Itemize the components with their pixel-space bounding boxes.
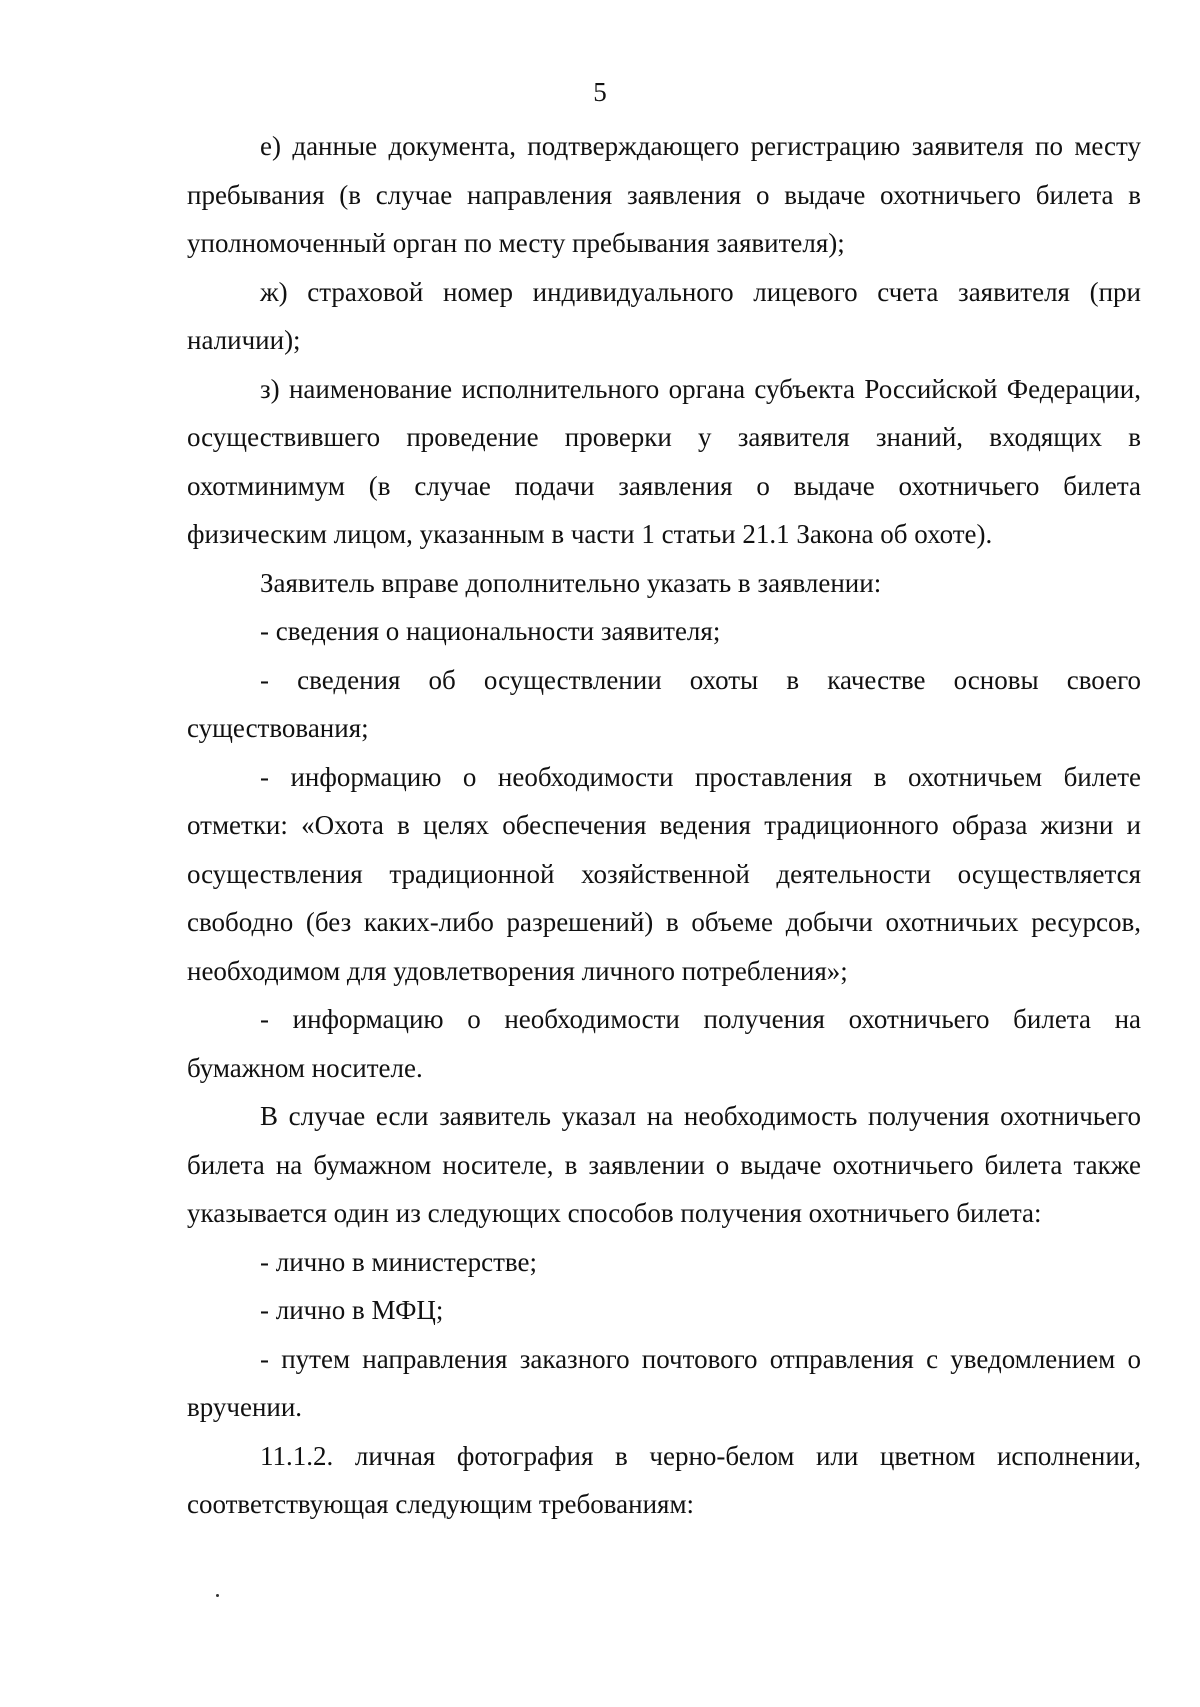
body-text [187, 122, 1141, 1529]
list-item-registered-mail: - путем направления заказного почтового отправления с уведомлением о вручении. [187, 1343, 1141, 1422]
paragraph-item-z: з) наименование исполнительного органа субъекта Российской Федерации, осуществившего проведение проверки у заявителя знаний, входящих в охотминимум (в случае подачи заявления о выдаче охотничьего билета физическим лицом, указанным в части 1 статьи 21.1 Закона об охоте). [187, 373, 1141, 549]
paragraph-item-zh: ж) страховой номер индивидуального лицевого счета заявителя (при наличии); [187, 276, 1141, 355]
list-item-ministry: - лично в министерстве; [260, 1246, 538, 1277]
page-number: 5 [593, 77, 607, 107]
list-item-nationality: - сведения о национальности заявителя; [260, 616, 721, 646]
scan-dot-mark [216, 1594, 219, 1597]
paragraph-paper-ticket-methods: В случае если заявитель указал на необходимость получения охотничьего билета на бумажном носителе, в заявлении о выдаче охотничьего билета также указывается один из следующих способов получения охотничьего билета: [187, 1101, 1141, 1228]
list-item-paper-ticket: - информацию о необходимости получения охотничьего билета на бумажном носителе. [187, 1004, 1141, 1083]
list-item-mfc: - лично в МФЦ; [260, 1295, 444, 1325]
list-item-mark-info: - информацию о необходимости проставления в охотничьем билете отметки: «Охота в целях обеспечения ведения традиционного образа жизни и осуществления традиционной хозяйственной деятельности осуществляется свободно (без каких-либо разрешений) в объеме добычи охотничьих ресурсов, необходимом для удовлетворения личного потребления»; [187, 761, 1141, 986]
paragraph-11-1-2: 11.1.2. личная фотография в черно-белом или цветном исполнении, соответствующая следующим требованиям: [187, 1440, 1141, 1519]
list-item-hunting-livelihood: - сведения об осуществлении охоты в качестве основы своего существования; [187, 664, 1141, 743]
paragraph-optional-intro: Заявитель вправе дополнительно указать в заявлении: [260, 567, 882, 598]
paragraph-item-e: е) данные документа, подтверждающего регистрацию заявителя по месту пребывания (в случае направления заявления о выдаче охотничьего билета в уполномоченный орган по месту пребывания заявителя); [187, 131, 1141, 258]
